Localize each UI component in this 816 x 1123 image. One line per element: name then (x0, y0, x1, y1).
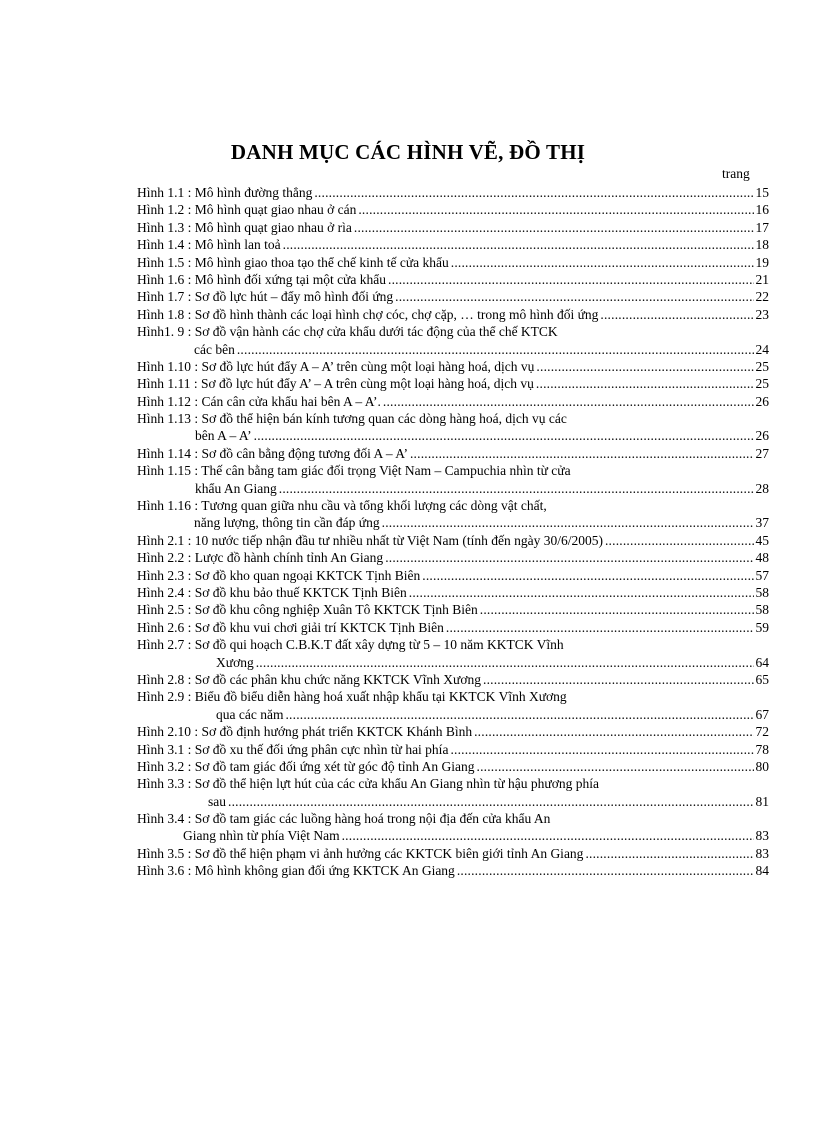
dot-leader (237, 341, 754, 358)
figure-entry (137, 584, 769, 601)
figure-list (137, 184, 769, 880)
entry-page: 25 (755, 358, 769, 374)
entry-title: Hình 2.4 : Sơ đồ khu bảo thuế KKTCK Tịnh Biên (137, 584, 407, 600)
entry-page: 21 (755, 271, 769, 287)
figure-entry (137, 393, 769, 410)
dot-leader (383, 393, 754, 410)
entry-page: 57 (755, 567, 769, 583)
dot-leader (279, 480, 754, 497)
dot-leader (388, 271, 754, 288)
entry-title: Hình 1.11 : Sơ đồ lực hút đẩy A’ – A trên cùng một loại hàng hoá, dịch vụ (137, 376, 534, 392)
figure-entry (137, 862, 769, 879)
entry-title: Xương (216, 654, 254, 670)
dot-leader (409, 584, 754, 601)
entry-title: Hình 1.6 : Mô hình đối xứng tại một cửa khẩu (137, 271, 386, 287)
entry-title: Hình 3.5 : Sơ đồ thể hiện phạm vi ảnh hưởng các KKTCK biên giới tỉnh An Giang (137, 845, 584, 861)
figure-entry (137, 741, 769, 758)
entry-title: Hình 1.12 : Cán cân cửa khẩu hai bên A – A’. (137, 393, 381, 409)
figure-entry (137, 288, 769, 305)
entry-page: 22 (755, 289, 769, 305)
dot-leader (450, 741, 753, 758)
dot-leader (314, 184, 753, 201)
figure-entry (137, 497, 769, 532)
dot-leader (483, 671, 754, 688)
figure-entry (137, 758, 769, 775)
page-title: DANH MỤC CÁC HÌNH VẼ, ĐỒ THỊ (230, 140, 586, 164)
entry-page: 19 (755, 254, 769, 270)
entry-title: các bên (194, 341, 235, 357)
figure-entry (137, 671, 769, 688)
figure-entry (137, 532, 769, 549)
figure-entry (137, 201, 769, 218)
entry-page: 26 (755, 393, 769, 409)
figure-entry (137, 219, 769, 236)
entry-title-line: Hình 1.13 : Sơ đồ thể hiện bán kính tương quan các dòng hàng hoá, dịch vụ các (137, 411, 567, 427)
entry-title: Hình 2.10 : Sơ đồ định hướng phát triển KKTCK Khánh Bình (137, 724, 473, 740)
entry-page: 84 (755, 863, 769, 879)
dot-leader (457, 862, 754, 879)
dot-leader (585, 845, 753, 862)
figure-entry (137, 375, 769, 392)
dot-leader (342, 827, 754, 844)
entry-title: Hình 3.6 : Mô hình không gian đối ứng KKTCK An Giang (137, 863, 455, 879)
figure-entry (137, 236, 769, 253)
entry-page: 83 (755, 828, 769, 844)
entry-page: 67 (755, 706, 769, 722)
figure-entry (137, 358, 769, 375)
figure-entry (137, 845, 769, 862)
entry-title-line: Hình 2.9 : Biểu đồ biểu diễn hàng hoá xuất nhập khẩu tại KKTCK Vĩnh Xương (137, 689, 567, 705)
entry-title: Giang nhìn từ phía Việt Nam (183, 828, 340, 844)
dot-leader (477, 758, 754, 775)
figure-entry (137, 549, 769, 566)
entry-page: 64 (755, 654, 769, 670)
entry-page: 58 (755, 602, 769, 618)
entry-title-line: Hình 1.15 : Thế cân bằng tam giác đối trọng Việt Nam – Campuchia nhìn từ cửa (137, 463, 571, 479)
dot-leader (228, 793, 754, 810)
entry-page: 26 (755, 428, 769, 444)
figure-entry (137, 254, 769, 271)
entry-title: Hình 2.6 : Sơ đồ khu vui chơi giải trí KKTCK Tịnh Biên (137, 619, 444, 635)
dot-leader (410, 445, 754, 462)
entry-title: Hình 2.3 : Sơ đồ kho quan ngoại KKTCK Tịnh Biên (137, 567, 421, 583)
entry-page: 65 (755, 671, 769, 687)
entry-page: 78 (755, 741, 769, 757)
entry-title: Hình 1.14 : Sơ đồ cân bằng động tương đối A – A’ (137, 445, 408, 461)
entry-title: Hình 1.3 : Mô hình quạt giao nhau ở rìa (137, 219, 352, 235)
entry-page: 18 (755, 237, 769, 253)
entry-page: 23 (755, 306, 769, 322)
figure-entry (137, 306, 769, 323)
dot-leader (600, 306, 753, 323)
entry-title-line: Hình 3.4 : Sơ đồ tam giác các luồng hàng hoá trong nội địa đến cửa khẩu An (137, 811, 551, 827)
dot-leader (358, 201, 753, 218)
entry-title: Hình 1.10 : Sơ đồ lực hút đẩy A – A’ trên cùng một loại hàng hoá, dịch vụ (137, 358, 535, 374)
entry-title: Hình 1.2 : Mô hình quạt giao nhau ở cán (137, 202, 357, 218)
entry-page: 48 (755, 550, 769, 566)
entry-title: qua các năm (216, 706, 284, 722)
entry-title: khẩu An Giang (195, 480, 277, 496)
entry-page: 81 (755, 793, 769, 809)
entry-title-line: Hình1. 9 : Sơ đồ vận hành các chợ cửa khẩu dưới tác động của thể chế KTCK (137, 324, 558, 340)
entry-title: Hình 2.8 : Sơ đồ các phân khu chức năng KKTCK Vĩnh Xương (137, 671, 481, 687)
dot-leader (536, 358, 753, 375)
entry-title: Hình 3.1 : Sơ đồ xu thế đối ứng phân cực nhìn từ hai phía (137, 741, 449, 757)
entry-page: 59 (755, 619, 769, 635)
figure-entry (137, 445, 769, 462)
entry-page: 58 (755, 584, 769, 600)
dot-leader (395, 288, 753, 305)
dot-leader (382, 514, 754, 531)
entry-page: 83 (755, 845, 769, 861)
entry-page: 28 (755, 480, 769, 496)
figure-entry (137, 567, 769, 584)
entry-page: 15 (755, 185, 769, 200)
entry-title: Hình 1.8 : Sơ đồ hình thành các loại hình chợ cóc, chợ cặp, … trong mô hình đối ứng (137, 306, 599, 322)
dot-leader (605, 532, 754, 549)
entry-page: 45 (755, 532, 769, 548)
entry-title-line: Hình 1.16 : Tương quan giữa nhu cầu và tổng khối lượng các dòng vật chất, (137, 498, 547, 514)
figure-entry (137, 810, 769, 845)
dot-leader (254, 427, 754, 444)
dot-leader (283, 236, 754, 253)
entry-page: 24 (755, 341, 769, 357)
entry-page: 25 (755, 376, 769, 392)
dot-leader (354, 219, 754, 236)
entry-title: Hình 2.1 : 10 nước tiếp nhận đầu tư nhiều nhất từ Việt Nam (tính đến ngày 30/6/2005) (137, 532, 603, 548)
entry-page: 17 (755, 219, 769, 235)
entry-page: 27 (755, 445, 769, 461)
figure-entry (137, 723, 769, 740)
entry-title: Hình 1.5 : Mô hình giao thoa tạo thể chế kinh tế cửa khẩu (137, 254, 449, 270)
entry-title: bên A – A’ (195, 428, 252, 444)
figure-entry (137, 271, 769, 288)
dot-leader (536, 375, 754, 392)
dot-leader (446, 619, 754, 636)
entry-title: Hình 2.2 : Lược đồ hành chính tỉnh An Giang (137, 550, 384, 566)
entry-page: 80 (755, 758, 769, 774)
entry-title: Hình 1.1 : Mô hình đường thẳng (137, 185, 313, 200)
dot-leader (451, 254, 754, 271)
dot-leader (256, 654, 754, 671)
figure-entry (137, 410, 769, 445)
dot-leader (422, 567, 753, 584)
figure-entry (137, 775, 769, 810)
figure-entry (137, 184, 769, 201)
figure-entry (137, 688, 769, 723)
figure-entry (137, 619, 769, 636)
dot-leader (385, 549, 753, 566)
entry-title: sau (208, 793, 226, 809)
page-column-label: trang (722, 166, 750, 181)
entry-title: Hình 1.4 : Mô hình lan toả (137, 237, 281, 253)
entry-page: 37 (755, 515, 769, 531)
figure-entry (137, 323, 769, 358)
entry-title: Hình 1.7 : Sơ đồ lực hút – đẩy mô hình đối ứng (137, 289, 394, 305)
dot-leader (474, 723, 753, 740)
entry-title-line: Hình 2.7 : Sơ đồ qui hoạch C.B.K.T đất xây dựng từ 5 – 10 năm KKTCK Vĩnh (137, 637, 564, 653)
dot-leader (480, 601, 754, 618)
dot-leader (285, 706, 753, 723)
entry-title: Hình 3.2 : Sơ đồ tam giác đối ứng xét từ góc độ tỉnh An Giang (137, 758, 475, 774)
figure-entry (137, 601, 769, 618)
entry-title: Hình 2.5 : Sơ đồ khu công nghiệp Xuân Tô KKTCK Tịnh Biên (137, 602, 478, 618)
entry-page: 16 (755, 202, 769, 218)
figure-entry (137, 462, 769, 497)
figure-entry (137, 636, 769, 671)
entry-title: năng lượng, thông tin cần đáp ứng (194, 515, 380, 531)
entry-title-line: Hình 3.3 : Sơ đồ thể hiện lựt hút của các cửa khẩu An Giang nhìn từ hậu phương phía (137, 776, 599, 792)
entry-page: 72 (755, 724, 769, 740)
